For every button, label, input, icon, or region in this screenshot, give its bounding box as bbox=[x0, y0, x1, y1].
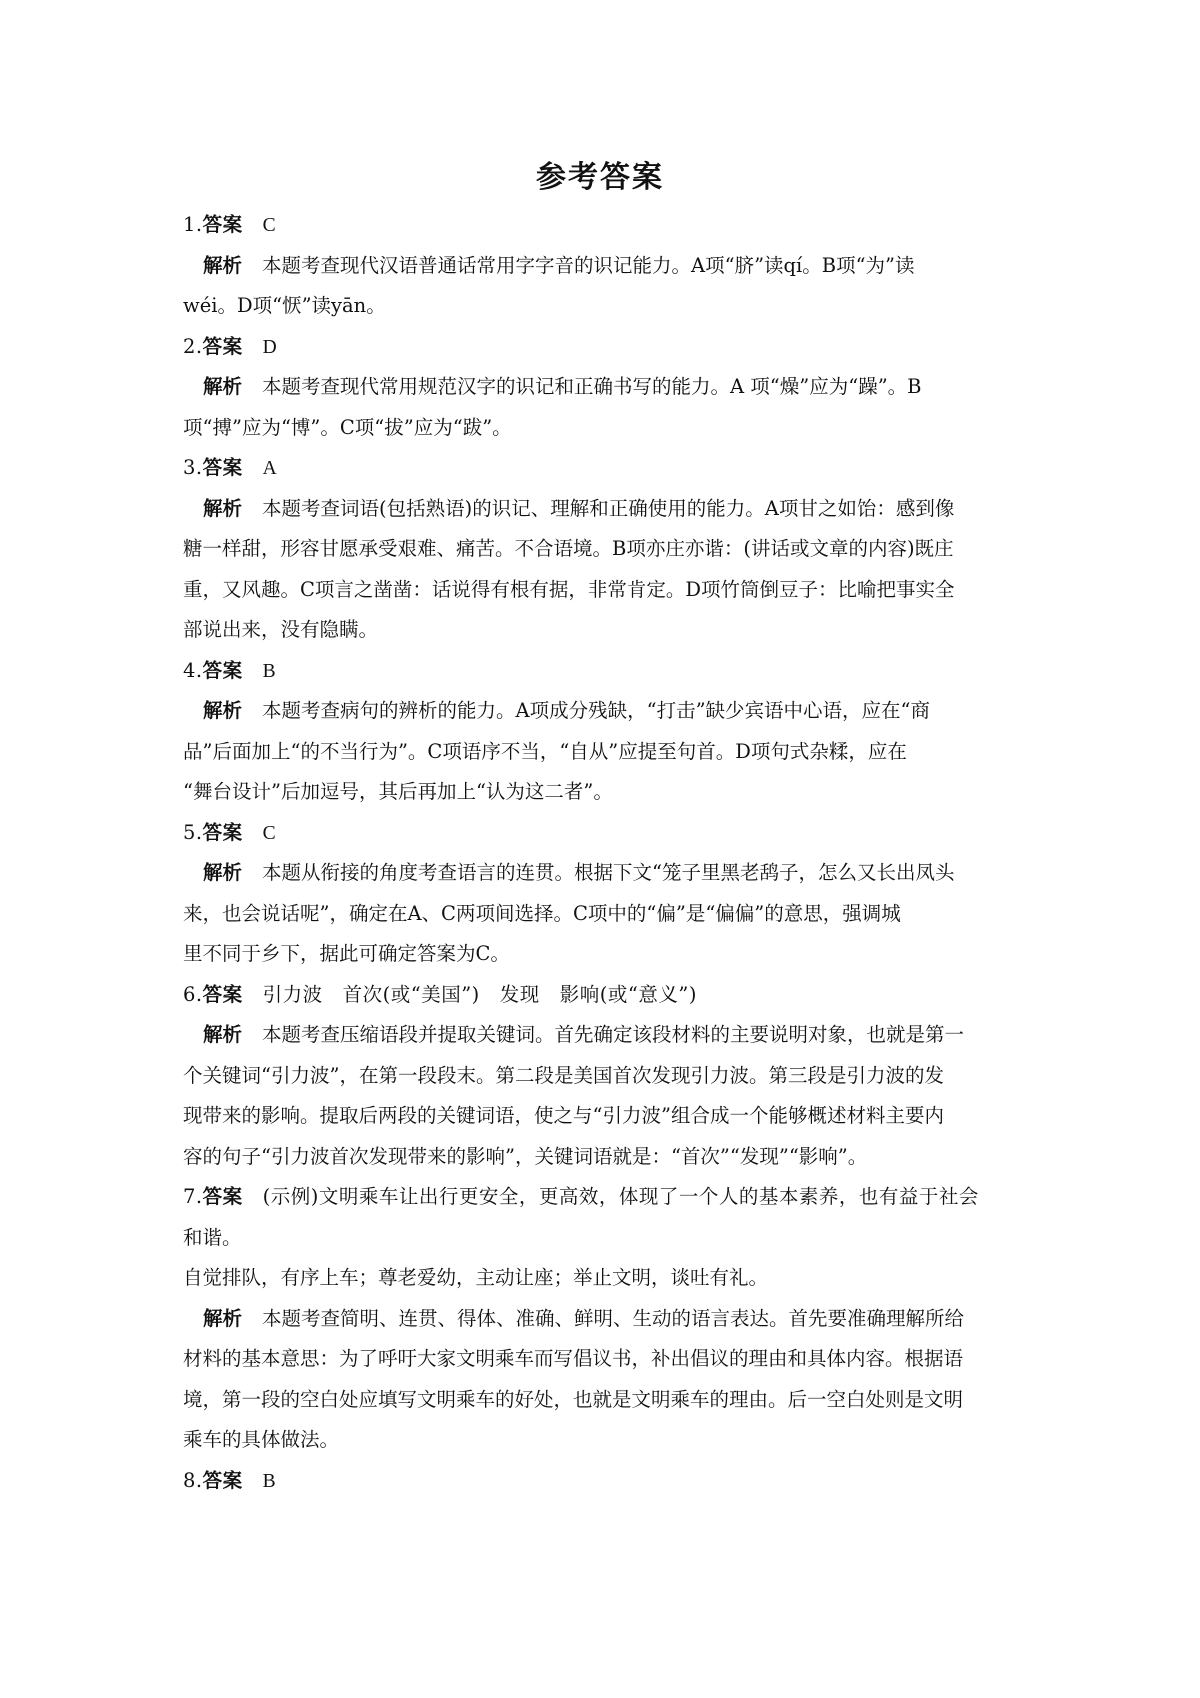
answer-list bbox=[183, 205, 1028, 1501]
answer-line-8 bbox=[183, 1461, 1028, 1502]
question-number: 4. bbox=[183, 658, 203, 682]
analysis-line bbox=[183, 246, 1028, 287]
answer-line-7 bbox=[183, 1177, 1028, 1218]
page-title: 参考答案 bbox=[536, 160, 664, 195]
analysis-text: 本题考查压缩语段并提取关键词。首先确定该段材料的主要说明对象，也就是第一 bbox=[262, 1023, 965, 1046]
question-number: 7. bbox=[183, 1185, 203, 1208]
question-number: 8. bbox=[183, 1468, 203, 1492]
analysis-text: 本题考查简明、连贯、得体、准确、鲜明、生动的语言表达。首先要准确理解所给 bbox=[262, 1306, 965, 1330]
analysis-text: 本题考查现代常用规范汉字的识记和正确书写的能力。A 项“燥”应为“躁”。B bbox=[262, 375, 922, 398]
answer-value: A bbox=[262, 458, 278, 479]
analysis-line: 品”后面加上“的不当行为”。C项语序不当，“自从”应提至句首。D项句式杂糅，应在 bbox=[183, 739, 907, 763]
analysis-line bbox=[183, 367, 1028, 408]
analysis-line: 部说出来，没有隐瞒。 bbox=[183, 618, 379, 641]
analysis-line: 糖一样甜，形容甘愿承受艰难、痛苦。不合语境。B项亦庄亦谐：(讲话或文章的内容)既庄 bbox=[183, 537, 954, 560]
analysis-line: 里不同于乡下，据此可确定答案为C。 bbox=[183, 942, 510, 965]
answer-value: D bbox=[262, 336, 278, 358]
analysis-line bbox=[183, 1299, 1028, 1340]
analysis-label: 解析 bbox=[203, 253, 243, 277]
answer-value: (示例)文明乘车让出行更安全，更高效，体现了一个人的基本素养，也有益于社会 bbox=[262, 1185, 979, 1208]
analysis-line: 重，又风趣。C项言之凿凿：话说得有根有据，非常肯定。D项竹筒倒豆子：比喻把事实全 bbox=[183, 577, 955, 601]
analysis-line bbox=[183, 1015, 1028, 1056]
answer-label: 答案 bbox=[202, 1185, 243, 1208]
analysis-line: 现带来的影响。提取后两段的关键词语，使之与“引力波”组合成一个能够概述材料主要内 bbox=[183, 1104, 944, 1127]
answer-line-2 bbox=[183, 327, 1028, 368]
analysis-label: 解析 bbox=[203, 861, 243, 884]
answer-value: C bbox=[262, 215, 277, 236]
answer-continuation: 自觉排队，有序上车；尊老爱幼，主动让座；举止文明，谈吐有礼。 bbox=[183, 1266, 769, 1289]
question-number: 5. bbox=[183, 820, 203, 844]
analysis-line: 个关键词“引力波”，在第一段段末。第二段是美国首次发现引力波。第三段是引力波的发 bbox=[183, 1063, 944, 1087]
analysis-label: 解析 bbox=[203, 1306, 243, 1330]
analysis-label: 解析 bbox=[203, 496, 243, 520]
analysis-line bbox=[183, 853, 1028, 894]
analysis-line: 境，第一段的空白处应填写文明乘车的好处，也就是文明乘车的理由。后一空白处则是文明 bbox=[183, 1387, 964, 1411]
analysis-line: 容的句子“引力波首次发现带来的影响”，关键词语就是：“首次”“发现”“影响”。 bbox=[183, 1144, 868, 1168]
question-number: 1. bbox=[183, 213, 203, 236]
analysis-line: 材料的基本意思：为了呼吁大家文明乘车而写倡议书，补出倡议的理由和具体内容。根据语 bbox=[183, 1347, 964, 1370]
analysis-line: “舞台设计”后加逗号，其后再加上“认为这二者”。 bbox=[183, 780, 613, 803]
answer-value: B bbox=[262, 660, 277, 682]
answer-value: B bbox=[262, 1470, 277, 1492]
analysis-line: 来，也会说话呢”，确定在A、C两项间选择。C项中的“偏”是“偏偏”的意思，强调城 bbox=[183, 901, 901, 925]
answer-value: C bbox=[262, 822, 277, 844]
analysis-line bbox=[183, 691, 1028, 732]
answer-continuation: 和谐。 bbox=[183, 1225, 242, 1249]
answer-value: 引力波 首次(或“美国”) 发现 影响(或“意义”) bbox=[262, 982, 697, 1006]
analysis-label: 解析 bbox=[203, 375, 243, 398]
answer-label: 答案 bbox=[202, 658, 243, 682]
answer-label: 答案 bbox=[202, 213, 243, 236]
answer-line-6 bbox=[183, 975, 1028, 1016]
answer-label: 答案 bbox=[202, 820, 243, 844]
answer-line-5 bbox=[183, 813, 1028, 854]
answer-label: 答案 bbox=[202, 456, 243, 479]
answer-label: 答案 bbox=[202, 982, 243, 1006]
analysis-text: 本题考查词语(包括熟语)的识记、理解和正确使用的能力。A项甘之如饴：感到像 bbox=[262, 496, 955, 520]
answer-label: 答案 bbox=[202, 334, 243, 358]
question-number: 6. bbox=[183, 982, 203, 1006]
analysis-line: wéi。D项“恹”读yān。 bbox=[183, 294, 386, 317]
analysis-text: 本题考查现代汉语普通话常用字字音的识记能力。A项“脐”读qí。B项“为”读 bbox=[262, 253, 915, 277]
question-number: 2. bbox=[183, 334, 203, 358]
analysis-label: 解析 bbox=[203, 699, 243, 722]
answer-line-1 bbox=[183, 205, 1028, 246]
analysis-text: 本题从衔接的角度考查语言的连贯。根据下文“笼子里黑老鸹子，怎么又长出凤头 bbox=[262, 861, 955, 884]
analysis-line bbox=[183, 489, 1028, 530]
analysis-line: 项“搏”应为“博”。C项“拔”应为“跋”。 bbox=[183, 415, 512, 439]
answer-line-3 bbox=[183, 448, 1028, 489]
answer-line-4 bbox=[183, 651, 1028, 692]
analysis-line: 乘车的具体做法。 bbox=[183, 1428, 340, 1451]
analysis-label: 解析 bbox=[203, 1023, 243, 1046]
question-number: 3. bbox=[183, 456, 203, 479]
analysis-text: 本题考查病句的辨析的能力。A项成分残缺，“打击”缺少宾语中心语，应在“商 bbox=[262, 699, 931, 722]
answer-label: 答案 bbox=[202, 1468, 243, 1492]
